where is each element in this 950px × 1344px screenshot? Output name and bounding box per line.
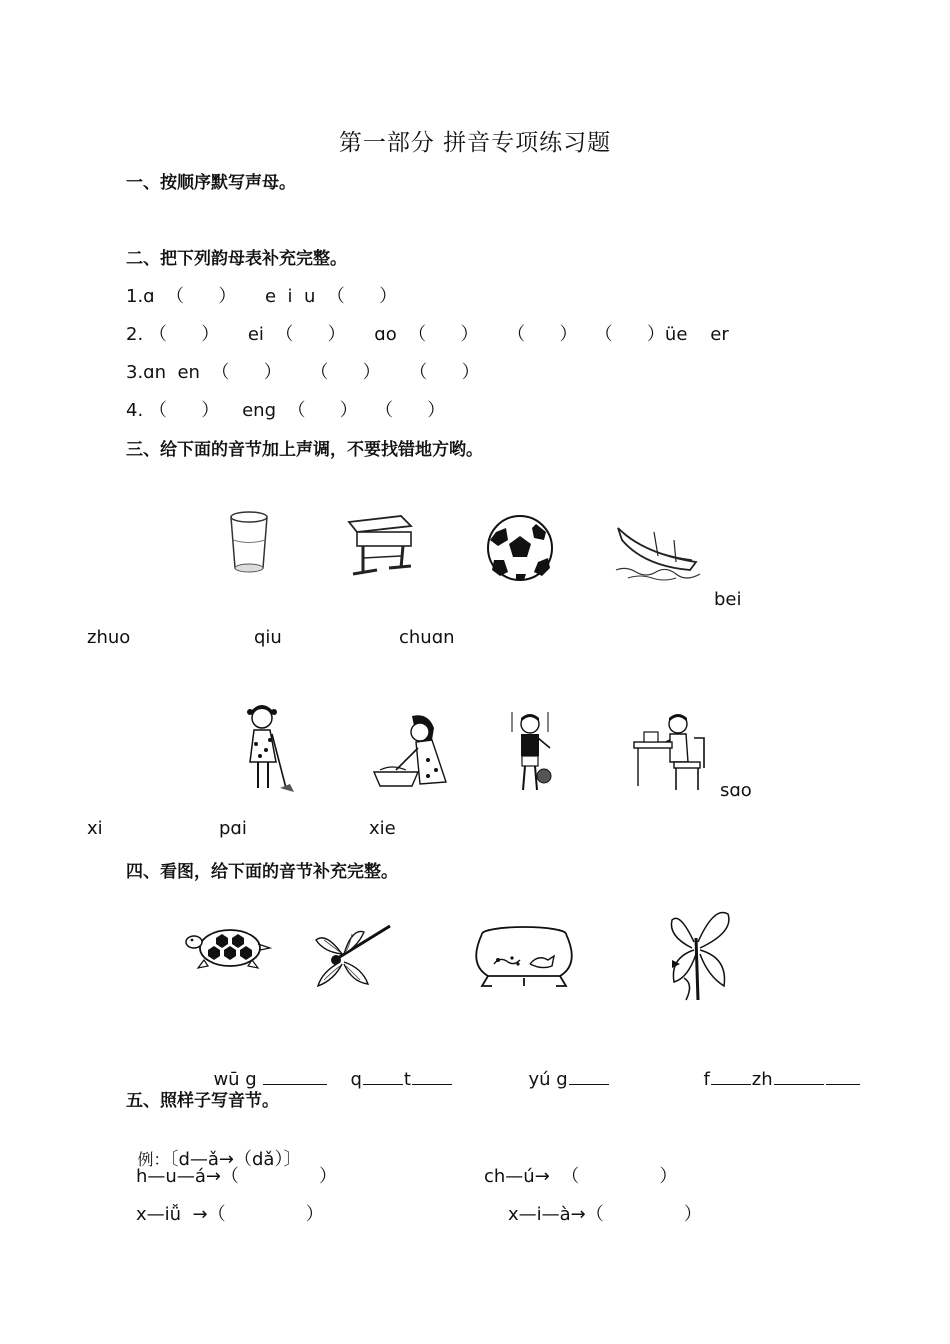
section4-heading: 四、看图，给下面的音节补充完整。 <box>126 862 398 882</box>
girl-washing-icon <box>372 710 452 790</box>
syllable-chuan: chuɑn <box>399 627 455 648</box>
finals-line-3: 3.ɑn en （ ） （ ） （ ） <box>126 362 480 383</box>
blank-line[interactable] <box>774 1083 824 1085</box>
fishbowl-icon <box>468 924 582 990</box>
boy-sitting-icon <box>632 710 710 794</box>
section5-heading: 五、照样子写音节。 <box>126 1091 279 1111</box>
boy-ball-icon <box>508 710 558 796</box>
syllable-zhuo: zhuo <box>87 627 131 648</box>
exercise-2: ch—ú→ （ ） <box>484 1166 678 1187</box>
exercise-3: x—iǚ →（ ） <box>136 1204 324 1225</box>
butterfly-icon <box>664 908 736 1004</box>
blank-line[interactable] <box>569 1083 609 1085</box>
dragonfly-icon <box>312 922 396 988</box>
exercise-1: h—u—á→（ ） <box>136 1166 338 1187</box>
finals-line-2: 2. （ ） ei （ ） ɑo （ ） （ ） （ ）üe er <box>126 324 729 345</box>
blank-line[interactable] <box>711 1083 751 1085</box>
syllable-butterfly: f zh <box>692 1048 861 1090</box>
exercise-4: x—i—à→（ ） <box>508 1204 702 1225</box>
syllable-qiu: qiu <box>254 627 282 648</box>
blank-line[interactable] <box>263 1083 327 1085</box>
syllable-turtle: wū g <box>202 1048 328 1090</box>
blank-line[interactable] <box>363 1083 403 1085</box>
section1-heading: 一、按顺序默写声母。 <box>126 173 296 193</box>
turtle-icon <box>186 922 272 972</box>
boat-icon <box>614 520 704 582</box>
girl-sweeping-icon <box>242 704 294 796</box>
finals-line-1: 1.ɑ （ ） e i u （ ） <box>126 286 398 307</box>
glass-icon <box>226 510 272 576</box>
syllable-bei: bei <box>714 589 742 610</box>
page-title: 第一部分 拼音专项练习题 <box>338 130 612 156</box>
blank-line[interactable] <box>412 1083 452 1085</box>
syllable-sao: sɑo <box>720 780 752 801</box>
blank-line[interactable] <box>826 1083 860 1085</box>
football-icon <box>486 514 554 582</box>
syllable-fishbowl: yú g <box>517 1048 610 1090</box>
desk-icon <box>343 512 413 580</box>
syllable-dragonfly: q t <box>339 1048 453 1090</box>
section2-heading: 二、把下列韵母表补充完整。 <box>126 249 347 269</box>
example-line: 例：〔d—ǎ→（dǎ）〕 <box>137 1149 302 1170</box>
syllable-xi: xi <box>87 818 103 839</box>
syllable-pai: pɑi <box>219 818 247 839</box>
section3-heading: 三、给下面的音节加上声调，不要找错地方哟。 <box>126 440 483 460</box>
finals-line-4: 4. （ ） eng （ ） （ ） <box>126 400 446 421</box>
syllable-xie: xie <box>369 818 396 839</box>
